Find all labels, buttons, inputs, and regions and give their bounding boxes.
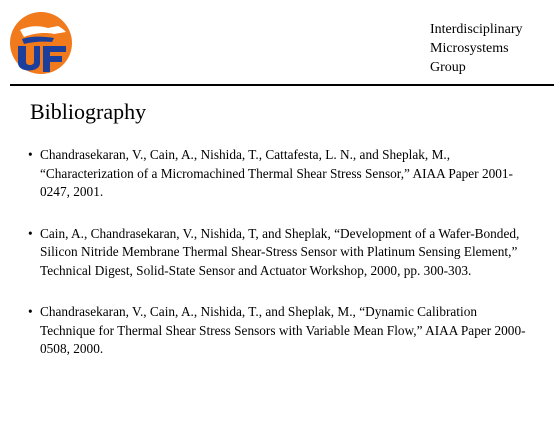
reference-item xyxy=(30,146,530,202)
group-line: Group xyxy=(430,60,466,75)
group-line: Interdisciplinary xyxy=(430,22,523,37)
group-name xyxy=(430,20,555,77)
reference-text: Chandrasekaran, V., Cain, A., Nishida, T., Cattafesta, L. N., and Sheplak, M., “Characterization of a Micromachined Thermal Shear Stress Sensor,” AIAA Paper 2001-0247, 2001. xyxy=(40,147,513,199)
reference-text: Cain, A., Chandrasekaran, V., Nishida, T, and Sheplak, “Development of a Wafer-Bonded, Silicon Nitride Membrane Thermal Shear-Stress Sensor with Platinum Sensing Element,” Technical Digest, Solid-State Sensor and Actuator Workshop, 2000, pp. 300-303. xyxy=(40,225,520,278)
reference-item xyxy=(30,225,530,281)
reference-item xyxy=(30,303,530,359)
bullet: • xyxy=(28,225,33,241)
header-divider xyxy=(10,84,554,86)
bullet: • xyxy=(28,147,33,162)
reference-text: Chandrasekaran, V., Cain, A., Nishida, T., and Sheplak, M., “Dynamic Calibration Technique for Thermal Shear Stress Sensors with Variable Mean Flow,” AIAA Paper 2000-0508, 2000. xyxy=(40,304,526,356)
reference-list xyxy=(30,146,530,359)
bullet: • xyxy=(28,304,33,319)
uf-gator-logo xyxy=(8,6,74,80)
slide-title: Bibliography xyxy=(30,99,147,124)
group-line: Microsystems xyxy=(430,41,509,56)
